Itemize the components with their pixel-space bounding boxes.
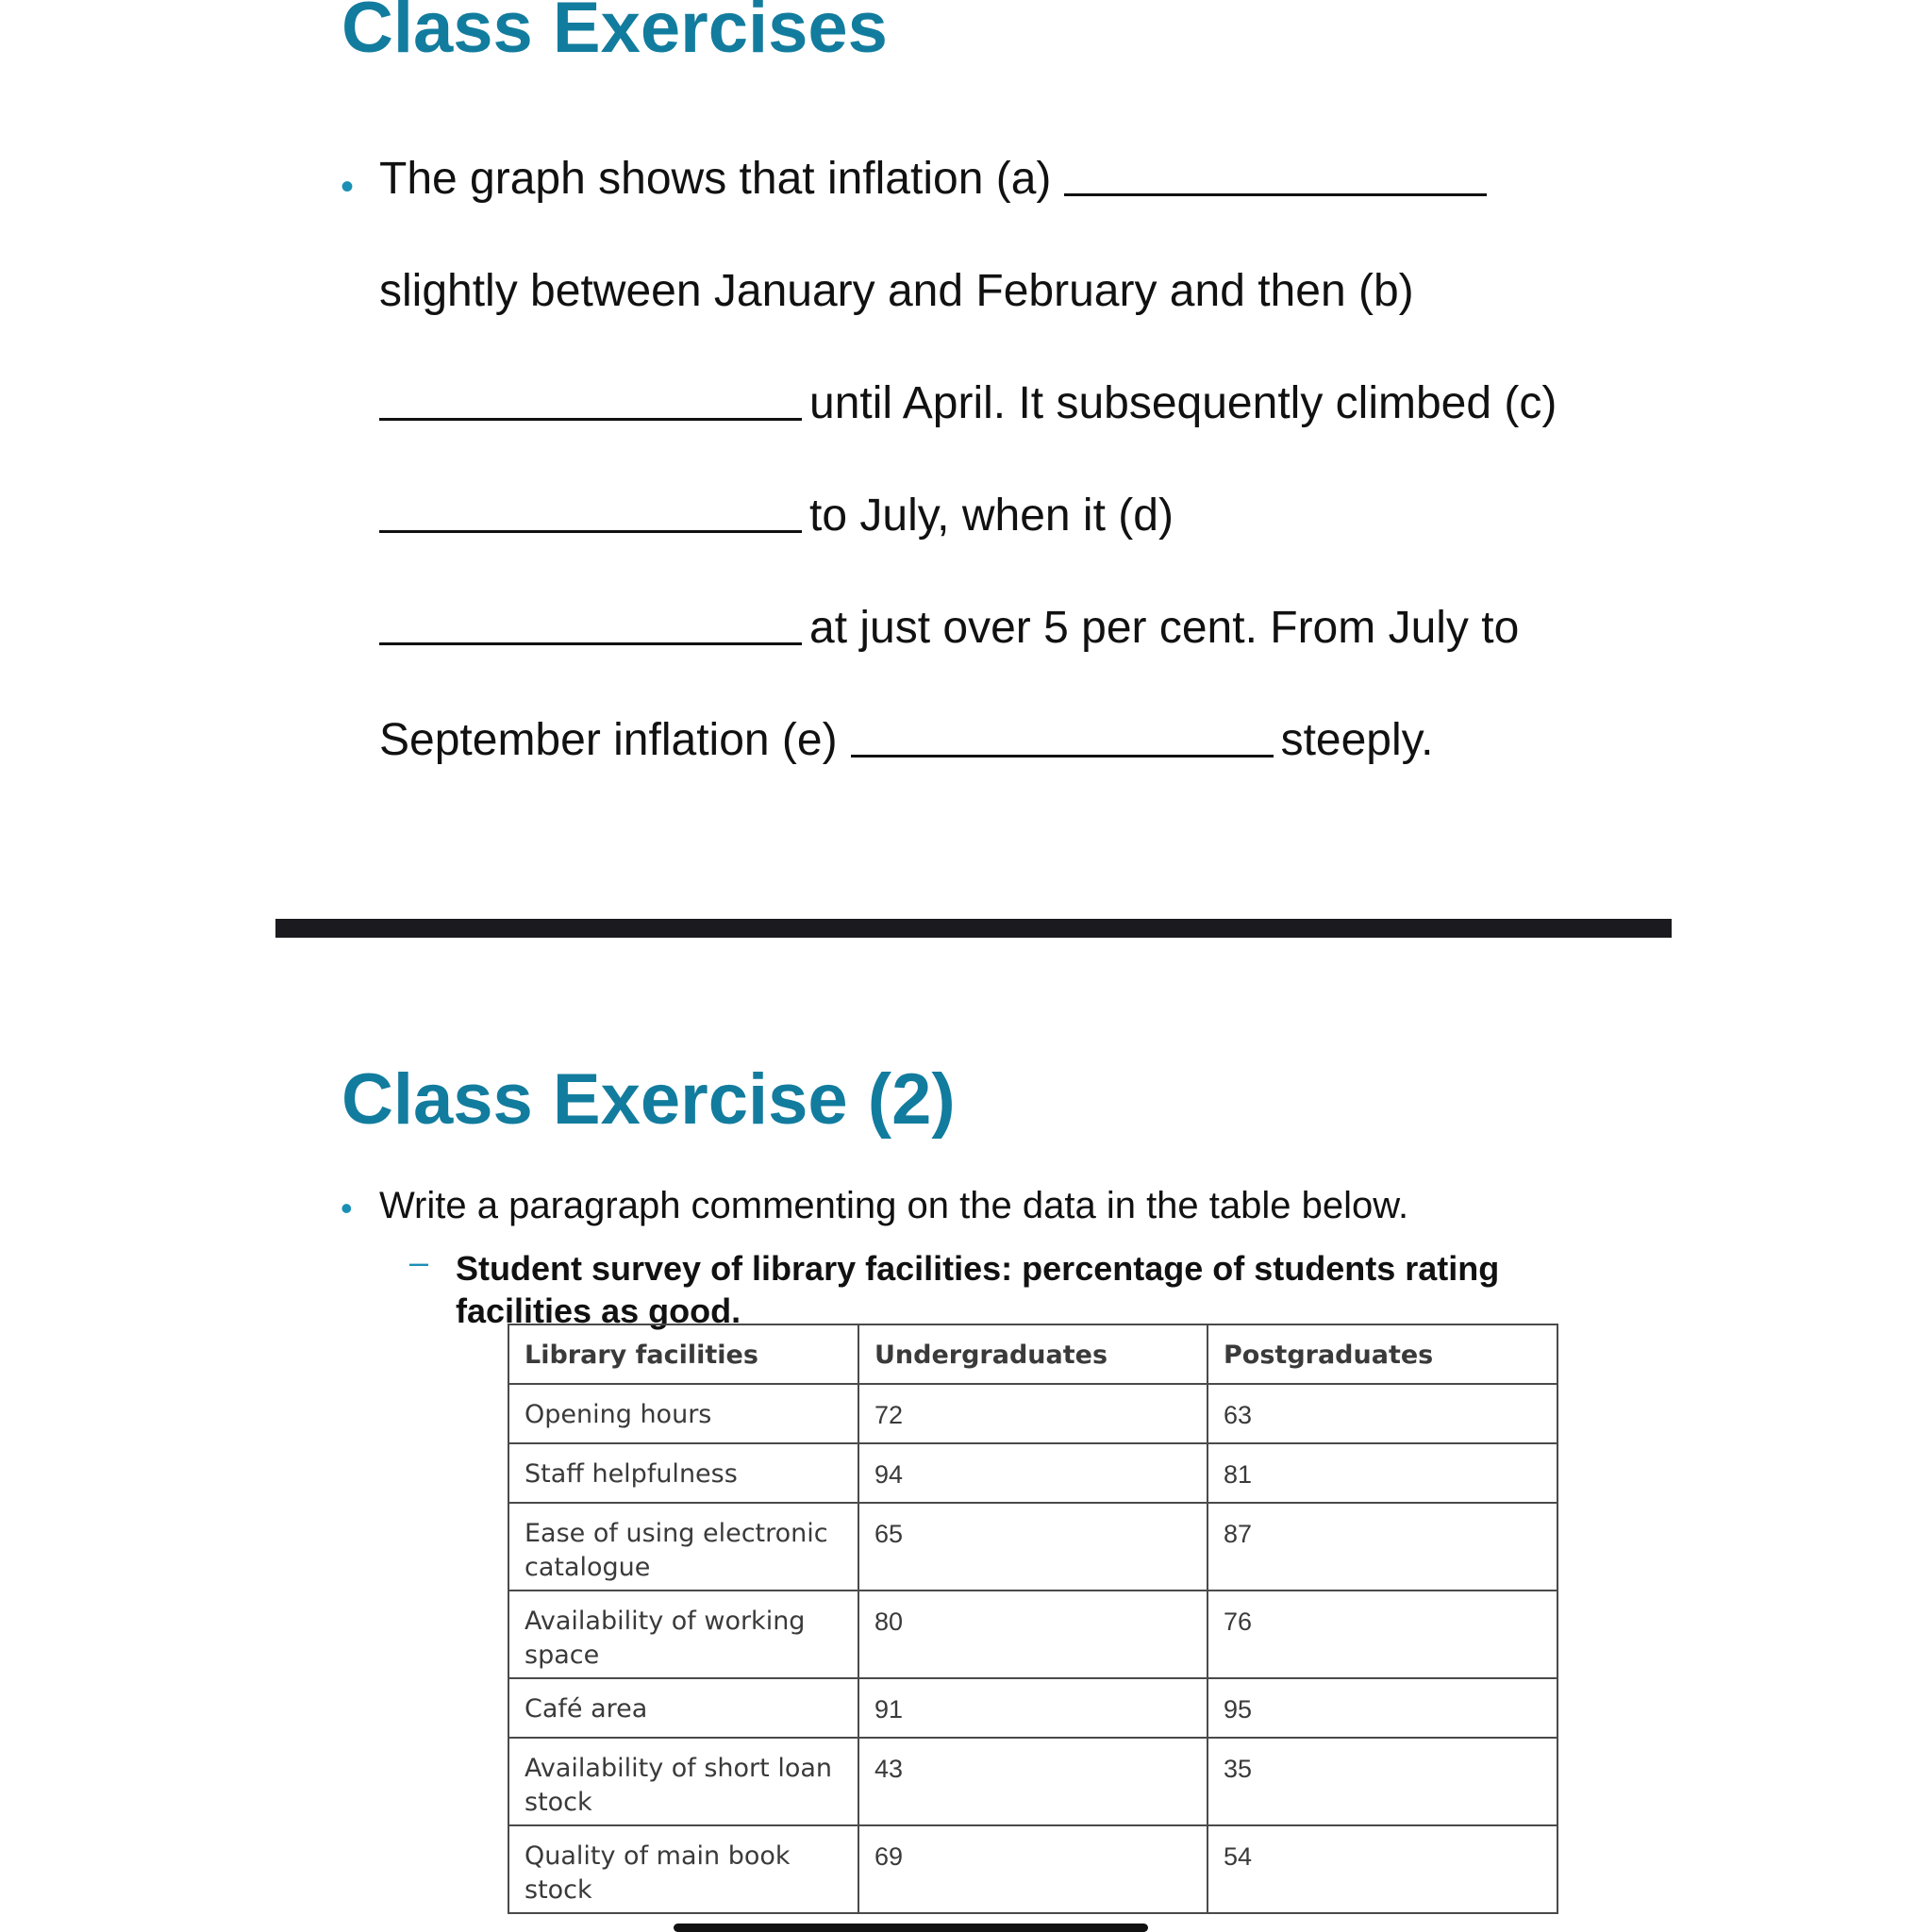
exercise-line-2 [379,266,1414,316]
undergrad-cell: 43 [858,1738,1208,1825]
table-row [508,1503,1557,1591]
slide-divider [275,919,1672,938]
postgrad-cell: 87 [1208,1503,1557,1591]
line-text: September inflation (e) [379,715,838,765]
undergrad-cell: 69 [858,1825,1208,1913]
facility-cell: Ease of using electronic catalogue [508,1503,858,1591]
line-text: steeply. [1280,715,1434,765]
header-undergraduates: Undergraduates [858,1324,1208,1384]
undergrad-cell: 91 [858,1678,1208,1738]
header-library-facilities: Library facilities [508,1324,858,1384]
exercise-line-1 [379,154,1487,204]
exercise-line-6 [379,715,1434,765]
table-row [508,1678,1557,1738]
line-text: The graph shows that inflation (a) [379,154,1052,204]
exercise-line-4 [379,493,1174,539]
bullet-icon: • [341,1189,353,1227]
answer-blank-b[interactable] [379,418,802,421]
table-row [508,1384,1557,1443]
table-row [508,1443,1557,1503]
library-survey-table [508,1324,1558,1914]
table-row [508,1591,1557,1678]
table-row [508,1738,1557,1825]
answer-blank-d[interactable] [379,642,802,645]
home-indicator[interactable] [674,1924,1148,1932]
dash-icon: – [409,1242,429,1281]
undergrad-cell: 80 [858,1591,1208,1678]
line-text: to July, when it (d) [809,491,1174,541]
instruction-text: Write a paragraph commenting on the data in the table below. [379,1185,1409,1226]
facility-cell: Opening hours [508,1384,858,1443]
answer-blank-a[interactable] [1064,193,1487,196]
facility-cell: Quality of main book stock [508,1825,858,1913]
line-text: at just over 5 per cent. From July to [809,603,1520,653]
slide2-title: Class Exercise (2) [341,1059,956,1140]
answer-blank-c[interactable] [379,530,802,533]
slide1-title: Class Exercises [341,0,888,68]
postgrad-cell: 63 [1208,1384,1557,1443]
facility-cell: Staff helpfulness [508,1443,858,1503]
line-text: slightly between January and February and then (b) [379,266,1414,316]
bullet-icon: • [341,166,355,208]
exercise-line-3 [379,378,1557,428]
undergrad-cell: 65 [858,1503,1208,1591]
postgrad-cell: 95 [1208,1678,1557,1738]
postgrad-cell: 54 [1208,1825,1557,1913]
facility-cell: Availability of working space [508,1591,858,1678]
postgrad-cell: 76 [1208,1591,1557,1678]
facility-cell: Café area [508,1678,858,1738]
facility-cell: Availability of short loan stock [508,1738,858,1825]
line-text: until April. It subsequently climbed (c) [809,378,1557,428]
exercise-line-5 [379,603,1520,653]
undergrad-cell: 94 [858,1443,1208,1503]
table-row [508,1825,1557,1913]
table-header-row [508,1324,1557,1384]
undergrad-cell: 72 [858,1384,1208,1443]
postgrad-cell: 35 [1208,1738,1557,1825]
table-caption: Student survey of library facilities: percentage of students rating facilities as good. [456,1249,1500,1330]
postgrad-cell: 81 [1208,1443,1557,1503]
header-postgraduates: Postgraduates [1208,1324,1557,1384]
answer-blank-e[interactable] [851,755,1274,758]
